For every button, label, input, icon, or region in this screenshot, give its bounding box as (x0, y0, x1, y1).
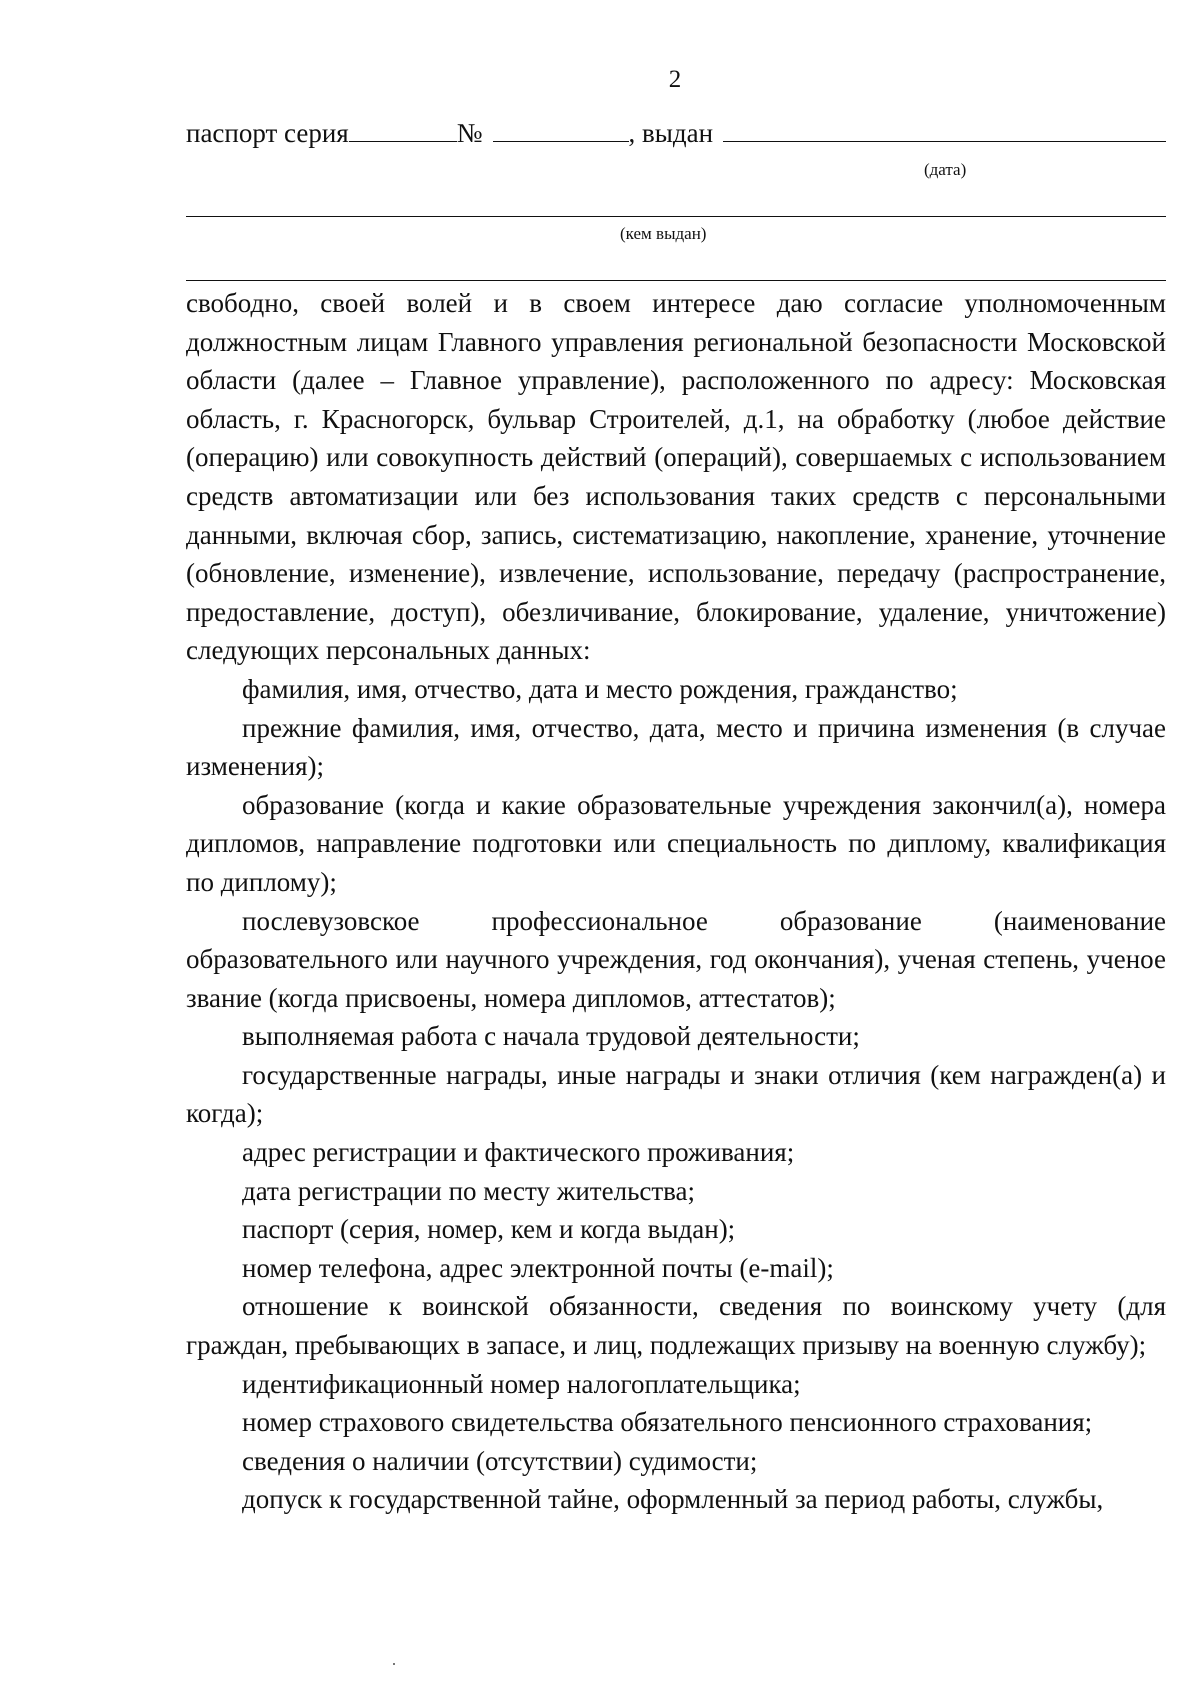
data-item: послевузовское профессиональное образование (наименование образовательного или научного учреждения, год окончания), ученая степень, ученое звание (когда присвоены, номера дипломов, аттестатов); (186, 905, 1166, 1013)
data-item: образование (когда и какие образовательные учреждения закончил(а), номера дипломов, направление подготовки или специальность по диплому, квалификация по диплому); (186, 789, 1166, 897)
data-item: адрес регистрации и фактического проживания; (242, 1137, 795, 1168)
passport-number-label: № (456, 118, 483, 148)
data-item: фамилия, имя, отчество, дата и место рождения, гражданство; (242, 673, 958, 704)
issuer-blank-line (186, 216, 1166, 217)
consent-body (186, 284, 1166, 1519)
data-item: паспорт (серия, номер, кем и когда выдан); (242, 1214, 736, 1245)
passport-number-blank (493, 119, 629, 142)
data-item: выполняемая работа с начала трудовой деятельности; (242, 1021, 860, 1052)
data-item: допуск к государственной тайне, оформленный за период работы, службы, (242, 1484, 1104, 1515)
data-item: прежние фамилия, имя, отчество, дата, место и причина изменения (в случае изменения); (186, 712, 1166, 782)
data-item: дата регистрации по месту жительства; (242, 1175, 696, 1206)
passport-issued-label: , выдан (628, 118, 714, 148)
data-item: номер телефона, адрес электронной почты (e-mail); (242, 1252, 834, 1283)
scan-speck (393, 1663, 395, 1665)
passport-series-blank (349, 119, 457, 142)
passport-date-blank (723, 119, 1166, 142)
continuation-blank-line (186, 280, 1166, 281)
passport-line (186, 118, 1166, 152)
data-item: сведения о наличии (отсутствии) судимости; (242, 1445, 758, 1476)
data-item: идентификационный номер налогоплательщика; (242, 1368, 801, 1399)
data-item: государственные награды, иные награды и знаки отличия (кем награжден(а) и когда); (186, 1059, 1166, 1129)
page-number: 2 (668, 66, 682, 93)
data-item: номер страхового свидетельства обязательного пенсионного страхования; (242, 1407, 1093, 1438)
passport-series-label: паспорт серия (186, 118, 349, 148)
consent-paragraph: свободно, своей волей и в своем интересе даю согласие уполномоченным должностным лицам Главного управления региональной безопасности Московской области (далее – Главное управление), расположенного по адресу: Московская область, г. Красногорск, бульвар Строителей, д.1, на обработку (любое действие (операцию) или совокупность действий (операций), совершаемых с использованием средств автоматизации или без использования таких средств с персональными данными, включая сбор, запись, систематизацию, накопление, хранение, уточнение (обновление, изменение), извлечение, использование, передачу (распространение, предоставление, доступ), обезличивание, блокирование, удаление, уничтожение) следующих персональных данных: (186, 288, 1166, 666)
data-item: отношение к воинской обязанности, сведения по воинскому учету (для граждан, пребывающих в запасе, и лиц, подлежащих призыву на военную службу); (186, 1291, 1166, 1361)
passport-fields (186, 118, 1166, 243)
date-caption: (дата) (924, 160, 967, 179)
issuer-caption: (кем выдан) (620, 224, 707, 243)
